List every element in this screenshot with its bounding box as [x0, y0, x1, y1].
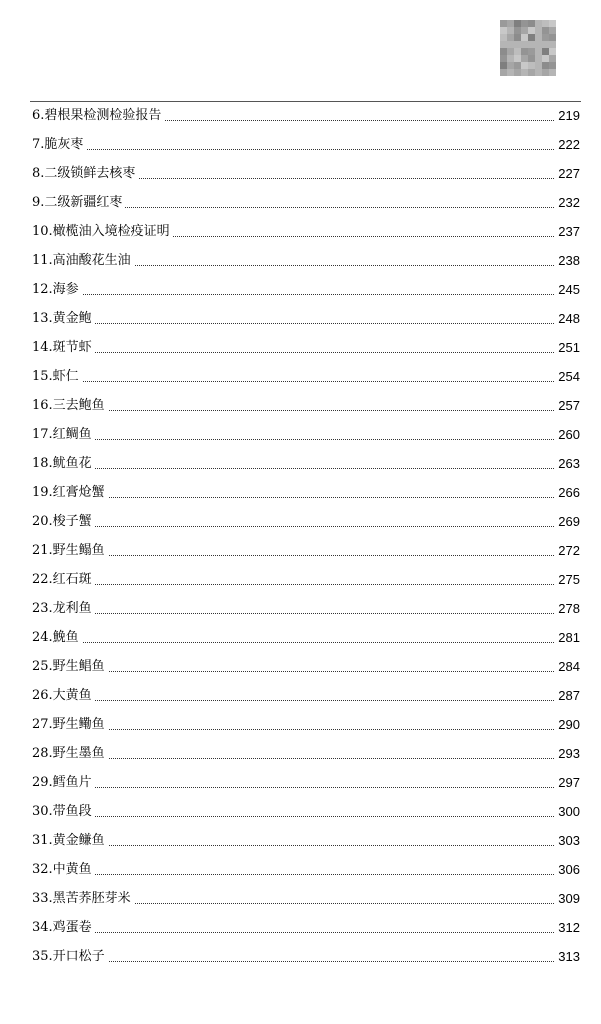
qr-pixel: [514, 41, 521, 48]
qr-pixel: [542, 27, 549, 34]
toc-entry-title: 32.中黄鱼: [32, 860, 95, 880]
toc-entry-page-number: 251: [555, 338, 580, 358]
toc-entry[interactable]: [32, 654, 580, 683]
toc-entry-title: 16.三去鲍鱼: [32, 396, 108, 416]
qr-pixel: [549, 55, 556, 62]
dot-leader: [32, 526, 580, 527]
toc-entry-page-number: 275: [555, 570, 580, 590]
qr-pixel: [549, 62, 556, 69]
dot-leader: [32, 584, 580, 585]
qr-pixel: [514, 20, 521, 27]
toc-entry[interactable]: [32, 161, 580, 190]
toc-entry[interactable]: [32, 799, 580, 828]
toc-entry-page-number: 248: [555, 309, 580, 329]
dot-leader: [32, 758, 580, 759]
toc-entry-title: 20.梭子蟹: [32, 512, 95, 532]
qr-pixel: [542, 55, 549, 62]
toc-entry-title: 30.带鱼段: [32, 802, 95, 822]
toc-entry-page-number: 237: [555, 222, 580, 242]
qr-pixel: [542, 34, 549, 41]
toc-entry[interactable]: [32, 103, 580, 132]
toc-entry[interactable]: [32, 306, 580, 335]
toc-entry[interactable]: [32, 277, 580, 306]
toc-entry-title: 13.黄金鲍: [32, 309, 95, 329]
toc-entry[interactable]: [32, 886, 580, 915]
toc-entry[interactable]: [32, 741, 580, 770]
toc-entry[interactable]: [32, 567, 580, 596]
qr-pixel: [514, 55, 521, 62]
qr-pixel: [500, 41, 507, 48]
qr-pixel: [542, 62, 549, 69]
qr-pixel: [535, 41, 542, 48]
toc-entry[interactable]: [32, 219, 580, 248]
toc-entry[interactable]: [32, 190, 580, 219]
qr-pixel: [514, 69, 521, 76]
dot-leader: [32, 555, 580, 556]
toc-entry-page-number: 227: [555, 164, 580, 184]
toc-entry-title: 8.二级锁鲜去核枣: [32, 164, 138, 184]
toc-entry[interactable]: [32, 132, 580, 161]
qr-pixel: [507, 34, 514, 41]
toc-entry[interactable]: [32, 944, 580, 973]
qr-pixel: [500, 62, 507, 69]
toc-entry-title: 33.黑苦荞胚芽米: [32, 889, 134, 909]
toc-entry[interactable]: [32, 364, 580, 393]
dot-leader: [32, 845, 580, 846]
toc-entry[interactable]: [32, 625, 580, 654]
qr-pixel: [521, 34, 528, 41]
toc-entry-title: 10.橄榄油入境检疫证明: [32, 222, 173, 242]
qr-pixel: [535, 62, 542, 69]
toc-entry-page-number: 297: [555, 773, 580, 793]
toc-entry[interactable]: [32, 770, 580, 799]
toc-entry-page-number: 269: [555, 512, 580, 532]
qr-pixel: [500, 69, 507, 76]
toc-entry[interactable]: [32, 335, 580, 364]
toc-entry-title: 24.鮸鱼: [32, 628, 82, 648]
qr-pixel: [521, 20, 528, 27]
dot-leader: [32, 787, 580, 788]
qr-pixel: [542, 41, 549, 48]
toc-entry-page-number: 257: [555, 396, 580, 416]
toc-entry-page-number: 313: [555, 947, 580, 967]
toc-entry-page-number: 300: [555, 802, 580, 822]
toc-entry-title: 26.大黄鱼: [32, 686, 95, 706]
qr-pixel: [500, 27, 507, 34]
qr-pixel: [542, 20, 549, 27]
qr-pixel: [500, 20, 507, 27]
dot-leader: [32, 439, 580, 440]
qr-pixel: [542, 69, 549, 76]
toc-entry-title: 34.鸡蛋卷: [32, 918, 95, 938]
table-of-contents: [32, 103, 580, 973]
dot-leader: [32, 729, 580, 730]
qr-pixel: [514, 34, 521, 41]
qr-pixel: [535, 55, 542, 62]
toc-entry[interactable]: [32, 915, 580, 944]
dot-leader: [32, 149, 580, 150]
header-divider: [30, 101, 581, 102]
qr-pixel: [549, 27, 556, 34]
qr-code-image: [500, 20, 556, 76]
qr-pixel: [535, 34, 542, 41]
qr-pixel: [507, 27, 514, 34]
toc-entry-page-number: 309: [555, 889, 580, 909]
toc-entry-title: 17.红鲷鱼: [32, 425, 95, 445]
qr-pixel: [514, 27, 521, 34]
toc-entry-page-number: 278: [555, 599, 580, 619]
qr-pixel: [528, 62, 535, 69]
dot-leader: [32, 642, 580, 643]
qr-pixel: [500, 48, 507, 55]
toc-entry[interactable]: [32, 509, 580, 538]
toc-entry-page-number: 312: [555, 918, 580, 938]
toc-entry[interactable]: [32, 857, 580, 886]
toc-entry-page-number: 266: [555, 483, 580, 503]
qr-pixel: [549, 48, 556, 55]
toc-entry-title: 7.脆灰枣: [32, 135, 86, 155]
toc-entry-page-number: 254: [555, 367, 580, 387]
toc-entry-title: 22.红石斑: [32, 570, 95, 590]
qr-pixel: [507, 41, 514, 48]
dot-leader: [32, 613, 580, 614]
qr-pixel: [507, 69, 514, 76]
toc-entry-title: 11.高油酸花生油: [32, 251, 134, 271]
qr-pixel: [521, 48, 528, 55]
toc-entry-title: 23.龙利鱼: [32, 599, 95, 619]
toc-entry-page-number: 245: [555, 280, 580, 300]
toc-entry[interactable]: [32, 712, 580, 741]
toc-entry-page-number: 287: [555, 686, 580, 706]
toc-entry[interactable]: [32, 596, 580, 625]
toc-entry-title: 35.开口松子: [32, 947, 108, 967]
qr-pixel: [535, 69, 542, 76]
toc-entry-page-number: 290: [555, 715, 580, 735]
toc-entry-title: 15.虾仁: [32, 367, 82, 387]
toc-entry-title: 6.碧根果检测检验报告: [32, 106, 164, 126]
qr-pixel: [535, 27, 542, 34]
qr-pixel: [549, 41, 556, 48]
toc-entry-page-number: 284: [555, 657, 580, 677]
toc-entry[interactable]: [32, 422, 580, 451]
qr-pixel: [528, 48, 535, 55]
qr-pixel: [549, 34, 556, 41]
dot-leader: [32, 352, 580, 353]
qr-pixel: [528, 20, 535, 27]
toc-entry[interactable]: [32, 393, 580, 422]
dot-leader: [32, 700, 580, 701]
qr-pixel: [521, 69, 528, 76]
dot-leader: [32, 497, 580, 498]
toc-entry-title: 18.鱿鱼花: [32, 454, 95, 474]
toc-entry-title: 19.红膏炝蟹: [32, 483, 108, 503]
toc-entry-title: 28.野生墨鱼: [32, 744, 108, 764]
qr-pixel: [528, 55, 535, 62]
dot-leader: [32, 932, 580, 933]
toc-entry-page-number: 281: [555, 628, 580, 648]
toc-entry-title: 27.野生鳓鱼: [32, 715, 108, 735]
toc-entry[interactable]: [32, 683, 580, 712]
toc-entry-title: 12.海参: [32, 280, 82, 300]
toc-entry-page-number: 222: [555, 135, 580, 155]
toc-entry-page-number: 293: [555, 744, 580, 764]
dot-leader: [32, 816, 580, 817]
qr-pixel: [507, 48, 514, 55]
qr-pixel: [528, 27, 535, 34]
qr-pixel: [514, 62, 521, 69]
qr-pixel: [549, 69, 556, 76]
toc-entry-page-number: 306: [555, 860, 580, 880]
toc-entry-page-number: 238: [555, 251, 580, 271]
toc-entry-page-number: 303: [555, 831, 580, 851]
toc-entry-title: 31.黄金鳒鱼: [32, 831, 108, 851]
dot-leader: [32, 381, 580, 382]
toc-entry-page-number: 272: [555, 541, 580, 561]
qr-pixel: [528, 34, 535, 41]
qr-pixel: [500, 55, 507, 62]
dot-leader: [32, 874, 580, 875]
qr-pixel: [507, 55, 514, 62]
qr-pixel: [549, 20, 556, 27]
toc-entry-page-number: 260: [555, 425, 580, 445]
dot-leader: [32, 671, 580, 672]
dot-leader: [32, 294, 580, 295]
toc-entry[interactable]: [32, 538, 580, 567]
toc-entry-title: 21.野生鳎鱼: [32, 541, 108, 561]
toc-entry-title: 29.鳕鱼片: [32, 773, 95, 793]
qr-pixel: [521, 41, 528, 48]
qr-pixel: [514, 48, 521, 55]
toc-entry[interactable]: [32, 248, 580, 277]
qr-pixel: [535, 20, 542, 27]
qr-pixel: [500, 34, 507, 41]
toc-entry-page-number: 232: [555, 193, 580, 213]
toc-entry-page-number: 219: [555, 106, 580, 126]
qr-pixel: [521, 55, 528, 62]
qr-pixel: [507, 20, 514, 27]
qr-pixel: [521, 62, 528, 69]
toc-entry[interactable]: [32, 828, 580, 857]
toc-entry-title: 9.二级新疆红枣: [32, 193, 125, 213]
qr-pixel: [507, 62, 514, 69]
dot-leader: [32, 961, 580, 962]
dot-leader: [32, 468, 580, 469]
qr-pixel: [528, 41, 535, 48]
qr-pixel: [528, 69, 535, 76]
toc-entry-title: 25.野生鲳鱼: [32, 657, 108, 677]
toc-entry[interactable]: [32, 451, 580, 480]
qr-pixel: [542, 48, 549, 55]
dot-leader: [32, 323, 580, 324]
qr-pixel: [521, 27, 528, 34]
toc-entry[interactable]: [32, 480, 580, 509]
dot-leader: [32, 410, 580, 411]
toc-entry-title: 14.斑节虾: [32, 338, 95, 358]
toc-entry-page-number: 263: [555, 454, 580, 474]
qr-pixel: [535, 48, 542, 55]
